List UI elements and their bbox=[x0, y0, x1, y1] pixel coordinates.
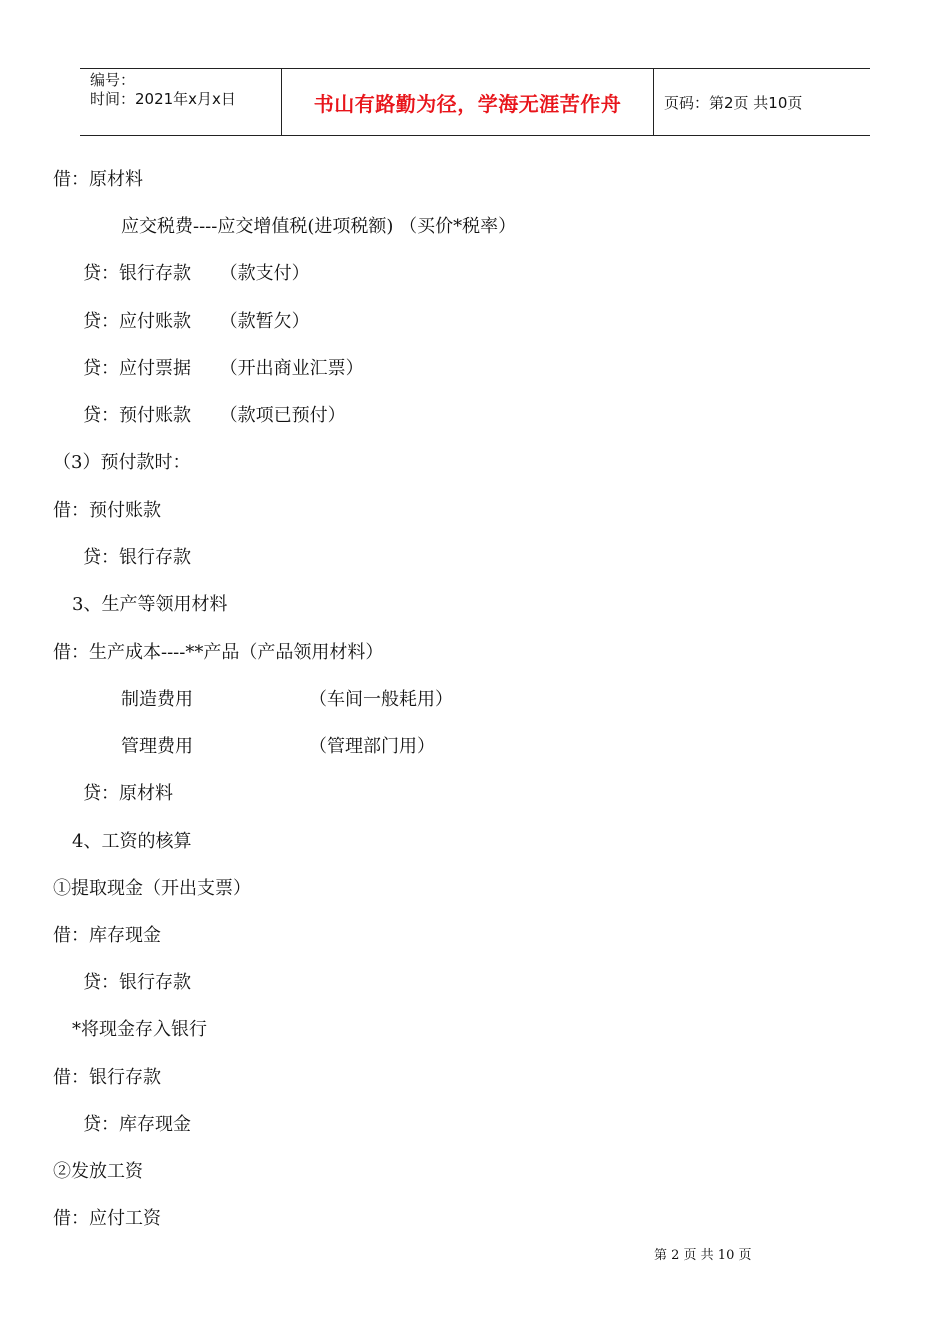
section-heading: ②发放工资 bbox=[53, 1161, 143, 1182]
section-heading: ①提取现金（开出支票） bbox=[53, 878, 251, 899]
section-heading: *将现金存入银行 bbox=[72, 1019, 207, 1040]
section-heading: 4、工资的核算 bbox=[72, 831, 192, 852]
body-line: 贷：库存现金 bbox=[83, 1114, 191, 1135]
body-line: 借：预付账款 bbox=[53, 500, 161, 521]
body-line: 贷：预付账款 （款项已预付） bbox=[83, 405, 346, 426]
page-footer: 第 2 页 共 10 页 bbox=[654, 1248, 752, 1263]
body-line: 借：原材料 bbox=[53, 169, 143, 190]
header-date: 时间：2021年x月x日 bbox=[90, 90, 236, 108]
body-line: 贷：银行存款 （款支付） bbox=[83, 263, 310, 284]
section-heading: 3、生产等领用材料 bbox=[72, 594, 228, 615]
body-line: 借：生产成本----**产品（产品领用材料） bbox=[53, 642, 384, 663]
body-line: 借：应付工资 bbox=[53, 1208, 161, 1229]
body-line: 借：库存现金 bbox=[53, 925, 161, 946]
body-line: 管理费用 bbox=[121, 736, 193, 757]
body-line: 贷：原材料 bbox=[83, 783, 173, 804]
body-note: （管理部门用） bbox=[309, 736, 435, 757]
header-meta bbox=[80, 69, 281, 135]
header-page-info: 页码：第2页 共10页 bbox=[664, 93, 803, 112]
document-header bbox=[80, 68, 870, 136]
body-line: 贷：银行存款 bbox=[83, 972, 191, 993]
body-line: 贷：银行存款 bbox=[83, 547, 191, 568]
body-line: 贷：应付票据 （开出商业汇票） bbox=[83, 358, 364, 379]
body-line: 应交税费----应交增值税(进项税额) （买价*税率） bbox=[121, 216, 517, 237]
body-line: 借：银行存款 bbox=[53, 1067, 161, 1088]
body-note: （车间一般耗用） bbox=[309, 689, 453, 710]
section-heading: （3）预付款时： bbox=[53, 452, 191, 473]
body-line: 制造费用 bbox=[121, 689, 193, 710]
header-motto: 书山有路勤为径，学海无涯苦作舟 bbox=[281, 69, 654, 135]
body-line: 贷：应付账款 （款暂欠） bbox=[83, 311, 310, 332]
header-number-label: 编号： bbox=[90, 71, 136, 89]
